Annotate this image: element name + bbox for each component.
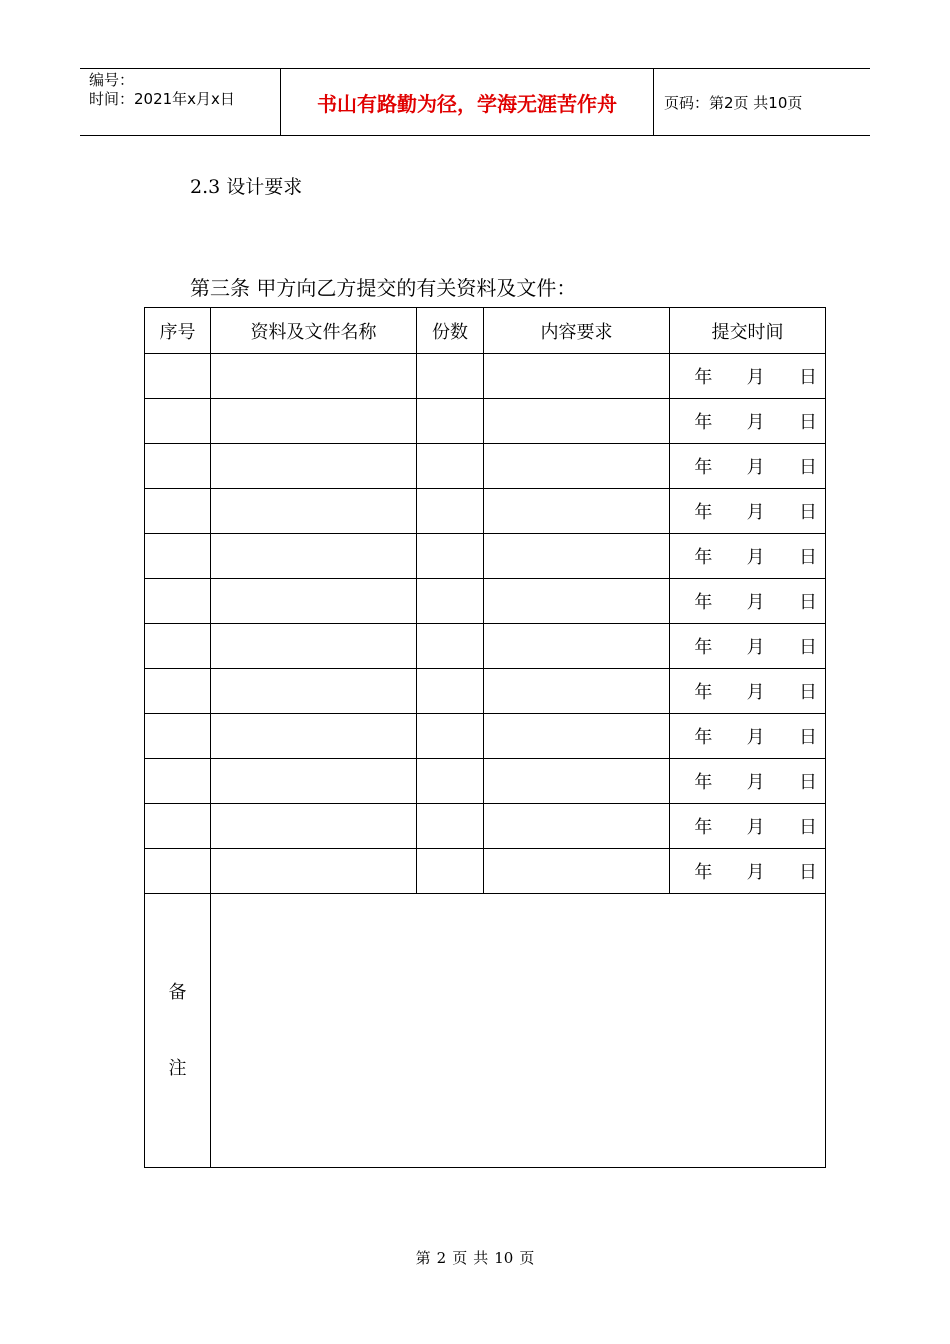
cell-name[interactable] [211, 759, 417, 804]
page-footer [0, 1247, 950, 1268]
footer-part: 第 [415, 1249, 431, 1267]
cell-index[interactable] [145, 849, 211, 894]
cell-copies[interactable] [417, 759, 484, 804]
cell-name[interactable] [211, 534, 417, 579]
cell-copies[interactable] [417, 489, 484, 534]
col-header-copies: 份数 [417, 308, 484, 354]
cell-index[interactable] [145, 714, 211, 759]
cell-submit-time[interactable]: 年 月 日 [670, 804, 826, 849]
cell-submit-time[interactable]: 年 月 日 [670, 669, 826, 714]
table-row [145, 489, 826, 534]
cell-copies[interactable] [417, 534, 484, 579]
cell-index[interactable] [145, 354, 211, 399]
cell-copies[interactable] [417, 354, 484, 399]
cell-requirements[interactable] [484, 714, 670, 759]
cell-index[interactable] [145, 759, 211, 804]
cell-index[interactable] [145, 624, 211, 669]
clause-heading: 第三条 甲方向乙方提交的有关资料及文件： [190, 276, 577, 300]
cell-index[interactable] [145, 579, 211, 624]
remark-label-char-2: 注 [168, 1057, 187, 1079]
header-page-info: 页码：第2页 共10页 [664, 93, 803, 112]
col-header-index: 序号 [145, 308, 211, 354]
footer-current-page: 2 [436, 1249, 447, 1267]
footer-part: 页 [452, 1249, 468, 1267]
cell-index[interactable] [145, 489, 211, 534]
cell-submit-time[interactable]: 年 月 日 [670, 399, 826, 444]
cell-copies[interactable] [417, 714, 484, 759]
cell-submit-time[interactable]: 年 月 日 [670, 849, 826, 894]
table-row [145, 354, 826, 399]
cell-copies[interactable] [417, 579, 484, 624]
cell-copies[interactable] [417, 399, 484, 444]
documents-table [144, 307, 826, 1168]
footer-part: 共 [473, 1249, 489, 1267]
header-number: 编号： [89, 71, 135, 89]
remark-label [145, 894, 211, 1168]
cell-copies[interactable] [417, 624, 484, 669]
cell-requirements[interactable] [484, 534, 670, 579]
table-row [145, 714, 826, 759]
cell-copies[interactable] [417, 804, 484, 849]
remark-row [145, 894, 826, 1168]
cell-name[interactable] [211, 624, 417, 669]
cell-submit-time[interactable]: 年 月 日 [670, 489, 826, 534]
cell-submit-time[interactable]: 年 月 日 [670, 759, 826, 804]
cell-requirements[interactable] [484, 444, 670, 489]
cell-copies[interactable] [417, 444, 484, 489]
cell-requirements[interactable] [484, 759, 670, 804]
footer-part: 页 [519, 1249, 535, 1267]
cell-submit-time[interactable]: 年 月 日 [670, 444, 826, 489]
cell-submit-time[interactable]: 年 月 日 [670, 624, 826, 669]
cell-name[interactable] [211, 489, 417, 534]
table-row [145, 399, 826, 444]
cell-copies[interactable] [417, 669, 484, 714]
cell-requirements[interactable] [484, 489, 670, 534]
header-motto: 书山有路勤为径，学海无涯苦作舟 [281, 69, 654, 135]
page-header [80, 68, 870, 136]
cell-requirements[interactable] [484, 399, 670, 444]
cell-requirements[interactable] [484, 804, 670, 849]
table-row [145, 669, 826, 714]
cell-name[interactable] [211, 354, 417, 399]
cell-name[interactable] [211, 444, 417, 489]
cell-submit-time[interactable]: 年 月 日 [670, 354, 826, 399]
cell-index[interactable] [145, 399, 211, 444]
cell-index[interactable] [145, 669, 211, 714]
cell-name[interactable] [211, 849, 417, 894]
cell-requirements[interactable] [484, 669, 670, 714]
footer-total-pages: 10 [494, 1249, 514, 1267]
col-header-requirements: 内容要求 [484, 308, 670, 354]
cell-name[interactable] [211, 669, 417, 714]
cell-name[interactable] [211, 579, 417, 624]
cell-index[interactable] [145, 804, 211, 849]
cell-submit-time[interactable]: 年 月 日 [670, 579, 826, 624]
table-row [145, 534, 826, 579]
remark-label-char-1: 备 [168, 981, 187, 1003]
table-row [145, 849, 826, 894]
cell-name[interactable] [211, 804, 417, 849]
cell-name[interactable] [211, 399, 417, 444]
table-row [145, 804, 826, 849]
cell-submit-time[interactable]: 年 月 日 [670, 534, 826, 579]
header-meta [80, 69, 281, 135]
cell-requirements[interactable] [484, 624, 670, 669]
cell-index[interactable] [145, 534, 211, 579]
cell-name[interactable] [211, 714, 417, 759]
table-row [145, 759, 826, 804]
cell-index[interactable] [145, 444, 211, 489]
col-header-name: 资料及文件名称 [211, 308, 417, 354]
cell-submit-time[interactable]: 年 月 日 [670, 714, 826, 759]
table-row [145, 579, 826, 624]
col-header-submit-time: 提交时间 [670, 308, 826, 354]
cell-requirements[interactable] [484, 354, 670, 399]
cell-requirements[interactable] [484, 849, 670, 894]
table-row [145, 624, 826, 669]
table-row [145, 444, 826, 489]
cell-requirements[interactable] [484, 579, 670, 624]
header-time: 时间：2021年x月x日 [89, 90, 235, 108]
section-heading: 2.3 设计要求 [190, 176, 303, 198]
cell-copies[interactable] [417, 849, 484, 894]
remark-content[interactable] [211, 894, 826, 1168]
table-header-row [145, 308, 826, 354]
